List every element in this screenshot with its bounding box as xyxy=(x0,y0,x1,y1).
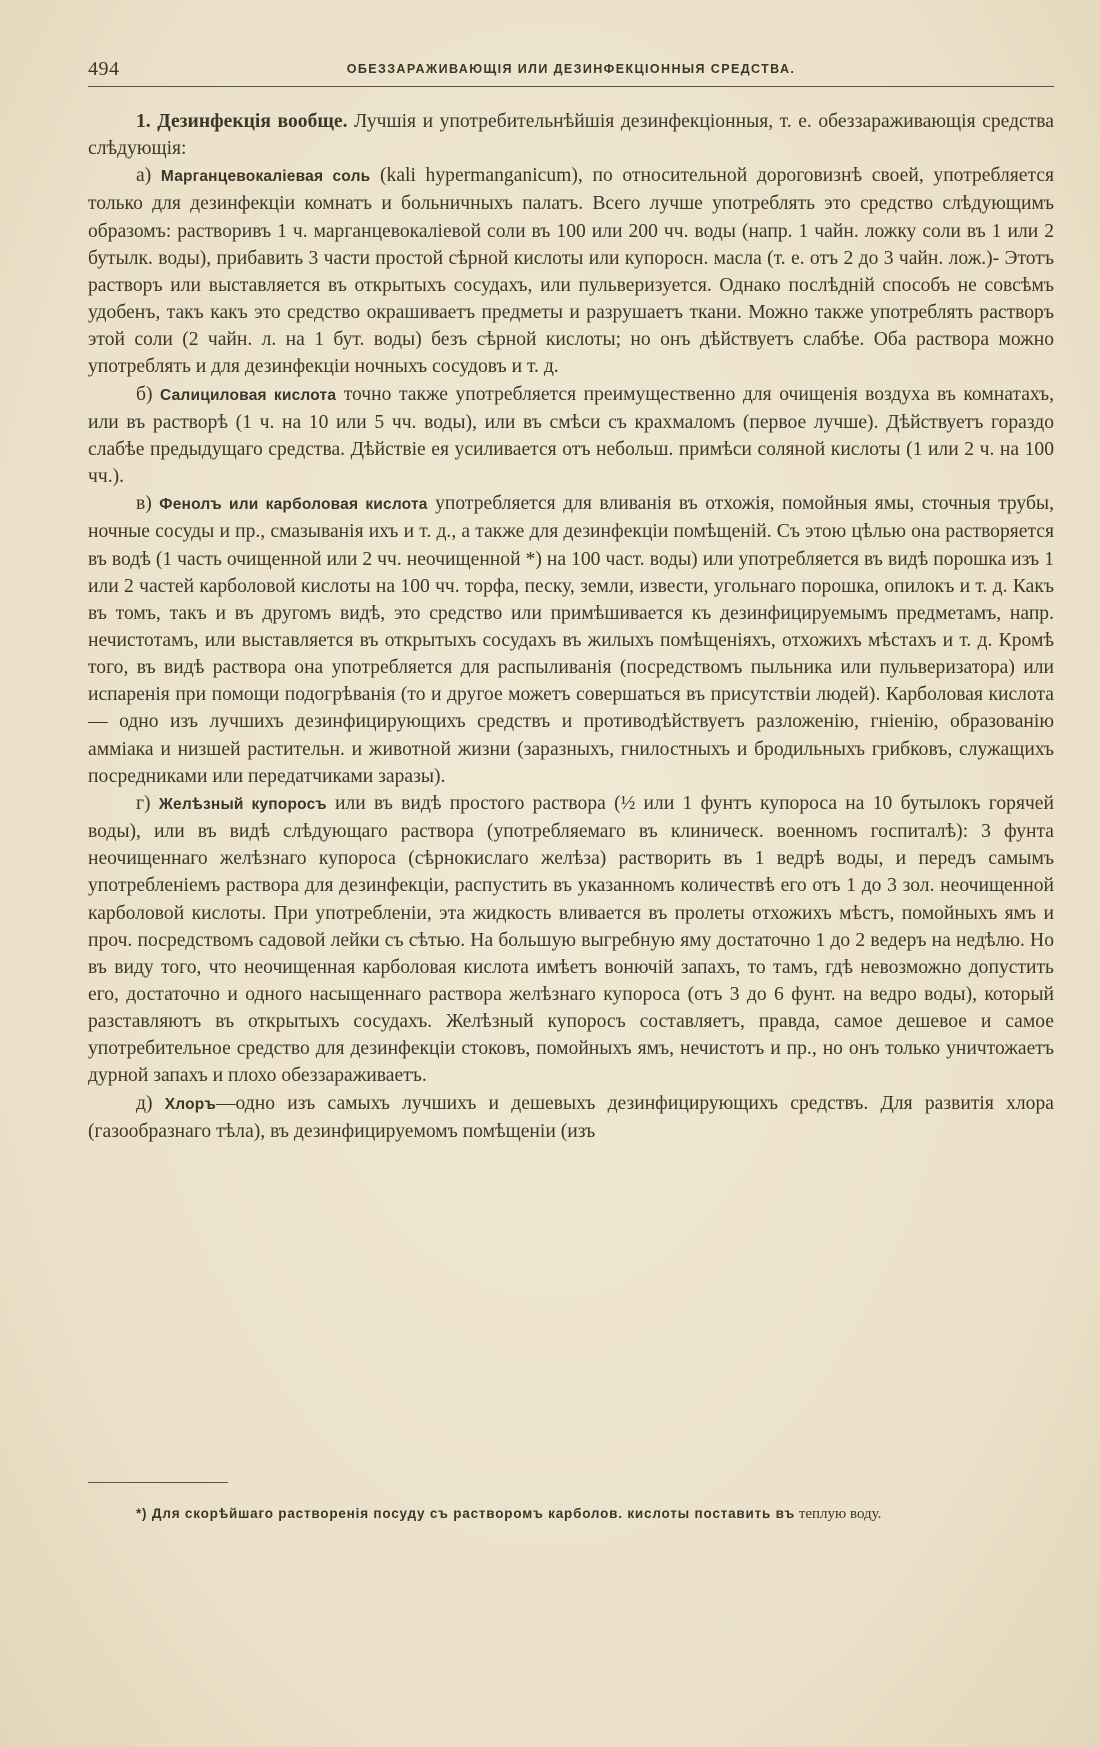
paragraph-chlorine xyxy=(88,1090,1054,1145)
paragraph-salicylic-acid xyxy=(88,381,1054,491)
body-text xyxy=(88,108,1054,1145)
header-rule xyxy=(88,86,1054,87)
footnote xyxy=(88,1500,1054,1528)
item-letter: а) xyxy=(136,165,161,187)
item-term: Хлоръ xyxy=(164,1095,216,1113)
item-letter: в) xyxy=(136,493,160,515)
paragraph-text: употребляется для вливанія въ отхожія, помойныя ямы, сточныя трубы, ночные сосуды и пр., смазыванія ихъ и т. д., а также для дезинфекціи помѣщеній. Съ этою цѣлью она растворяется въ водѣ (1 часть очищенной или 2 чч. неочищенной *) на 100 част. воды) или употребляется въ видѣ порошка изъ 1 или 2 частей карболовой кислоты на 100 чч. торфа, песку, земли, извести, угольнаго порошка, опилокъ и т. д. Какъ въ томъ, такъ и въ другомъ видѣ, это средство или примѣшивается къ дезинфицируемымъ предметамъ, напр. нечистотамъ, или выставляется въ открытыхъ сосудахъ въ жилыхъ помѣщеніяхъ, отхожихъ мѣстахъ и т. д. Кромѣ того, въ видѣ раствора она употребляется для распыливанія (посредствомъ пыльника или пульверизатора) или испаренія при помощи подогрѣванія (то и другое можетъ совершаться въ присутствіи людей). Карболовая кислота — одно изъ лучшихъ дезинфицирующихъ средствъ и противодѣйствуетъ разложенію, гніенію, образованію амміака и низшей растительн. и животной жизни (заразныхъ, гнилостныхъ и бродильныхъ грибковъ, служащихъ посредниками или передатчиками заразы). xyxy=(88,493,1054,787)
item-term: Салициловая кислота xyxy=(160,386,337,404)
item-letter: д) xyxy=(136,1092,165,1114)
item-letter: б) xyxy=(136,383,161,405)
footnote-rule xyxy=(88,1482,228,1483)
paragraph-text: точно также употребляется преимущественно для очищенія воздуха въ комнатахъ, или въ растворѣ (1 ч. на 10 или 5 чч. воды), или въ смѣси съ крахмаломъ (первое лучше). Дѣйствуетъ гораздо слабѣе предыдущаго средства. Дѣйствіе ея усиливается отъ небольш. примѣси соляной кислоты (1 или 2 ч. на 100 чч.). xyxy=(88,383,1054,488)
running-head: ОБЕЗЗАРАЖИВАЮЩІЯ ИЛИ ДЕЗИНФЕКЦІОННЫЯ СРЕДСТВА. xyxy=(346,62,796,76)
footnote-text: теплую воду. xyxy=(795,1506,882,1522)
item-letter: г) xyxy=(136,792,159,814)
paragraph-text: —одно изъ самыхъ лучшихъ и дешевыхъ дезинфицирующихъ средствъ. Для развитія хлора (газообразнаго тѣла), въ дезинфицируемомъ помѣщеніи (изъ xyxy=(88,1092,1054,1142)
item-term: Марганцевокаліевая соль xyxy=(160,168,371,186)
section-heading: 1. Дезинфекція вообще. xyxy=(136,111,348,132)
paragraph-disinfection-general xyxy=(88,108,1054,162)
footnote-lead: *) Для скорѣйшаго растворенія посуду съ растворомъ карболов. кислоты поставить въ xyxy=(136,1506,796,1521)
paragraph-text: или въ видѣ простого раствора (½ или 1 фунтъ купороса на 10 бутылокъ горячей воды), или въ видѣ слѣдующаго раствора (употребляемаго въ клиническ. военномъ госпиталѣ): 3 фунта неочищеннаго желѣзнаго купороса (сѣрнокислаго желѣза) растворить въ 1 ведрѣ воды, и передъ самымъ употребленіемъ раствора для дезинфекціи, распустить въ указанномъ количествѣ его отъ 1 до 3 зол. неочищенной карболовой кислоты. При употребленіи, эта жидкость вливается въ пролеты отхожихъ мѣстъ, помойныхъ ямъ и проч. посредствомъ садовой лейки съ сѣтью. На большую выгребную яму достаточно 1 до 2 ведеръ на недѣлю. Но въ виду того, что неочищенная карболовая кислота имѣетъ вонючій запахъ, то тамъ, гдѣ невозможно допустить его, достаточно и одного насыщеннаго раствора желѣзнаго купороса (отъ 3 до 6 фунт. на ведро воды), который разставляютъ въ открытыхъ сосудахъ. Желѣзный купоросъ составляетъ, правда, самое дешевое и самое употребительное средство для дезинфекціи стоковъ, помойныхъ ямъ, нечистотъ и пр., но онъ только уничтожаетъ дурной запахъ и плохо обеззараживаетъ. xyxy=(88,792,1054,1087)
paragraph-phenol xyxy=(88,490,1054,790)
item-term: Желѣзный купоросъ xyxy=(158,795,327,813)
paragraph-text: (kali hypermanganicum), по относительной дороговизнѣ своей, употребляется только для дезинфекціи комнатъ и больничныхъ палатъ. Всего лучше употреблять это средство слѣдующимъ образомъ: растворивъ 1 ч. марганцевокаліевой соли въ 100 или 200 чч. воды (напр. 1 чайн. ложку соли въ 1 или 2 бутылк. воды), прибавить 3 части простой сѣрной кислоты или купоросн. масла (т. е. отъ 2 до 3 чайн. лож.)- Этотъ растворъ или выставляется въ открытыхъ сосудахъ, или пульверизуется. Однако послѣдній способъ не совсѣмъ удобенъ, такъ какъ это средство окрашиваетъ предметы и разрушаетъ ткани. Можно также употреблять растворъ этой соли (2 чайн. л. на 1 бут. воды) безъ сѣрной кислоты; но онъ дѣйствуетъ слабѣе. Оба раствора можно употреблять и для дезинфекціи ночныхъ сосудовъ и т. д. xyxy=(88,165,1054,378)
page-header xyxy=(88,58,1054,84)
item-term: Фенолъ или карболовая кислота xyxy=(159,496,428,514)
paragraph-text: Лучшія и употребительнѣйшія дезинфекціонныя, т. е. обеззараживающія средства слѣдующія: xyxy=(88,111,1054,160)
paragraph-potassium-permanganate xyxy=(88,162,1054,380)
paragraph-iron-sulfate xyxy=(88,790,1054,1090)
page-number: 494 xyxy=(88,58,120,80)
